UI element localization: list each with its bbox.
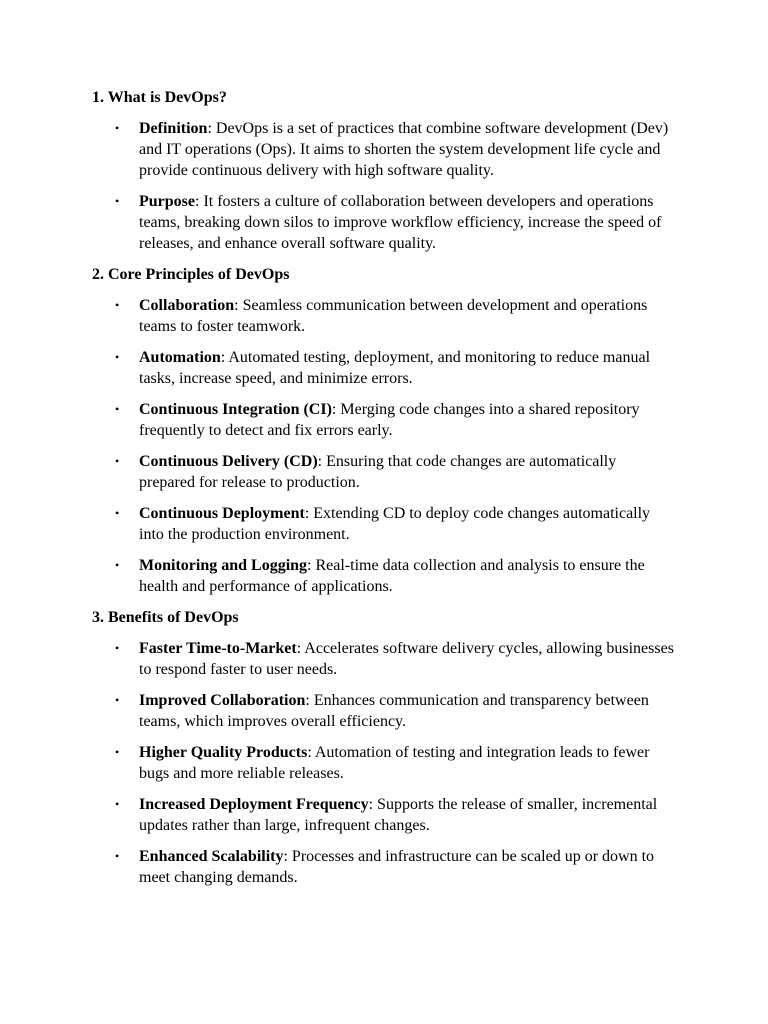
- item-text: : Ensuring that code changes are automatically prepared for release to production.: [139, 453, 617, 491]
- item-text: : It fosters a culture of collaboration between developers and operations teams, breaking down silos to improve workflow efficiency, increase the speed of releases, and enhance overall software quality.: [139, 193, 662, 252]
- item-text: : Supports the release of smaller, incremental updates rather than large, infrequent changes.: [139, 796, 658, 834]
- item-text: : Merging code changes into a shared repository frequently to detect and fix errors early.: [139, 401, 640, 439]
- item-text: : Seamless communication between development and operations teams to foster teamwork.: [139, 297, 648, 335]
- item-term: Improved Collaboration: [139, 692, 306, 709]
- section-heading: 3. Benefits of DevOps: [92, 609, 239, 626]
- bullet-icon: •: [115, 558, 120, 572]
- list-item: [92, 638, 676, 680]
- item-text: : Automation of testing and integration leads to fewer bugs and more reliable releases.: [139, 744, 650, 782]
- item-text: : Processes and infrastructure can be scaled up or down to meet changing demands.: [139, 848, 655, 886]
- bullet-icon: •: [115, 506, 120, 520]
- bullet-icon: •: [115, 641, 120, 655]
- bullet-icon: •: [115, 350, 120, 364]
- item-term: Definition: [139, 120, 208, 137]
- section-heading: 1. What is DevOps?: [92, 89, 227, 106]
- section-core-principles: [92, 264, 676, 597]
- item-term: Automation: [139, 349, 221, 366]
- item-term: Continuous Delivery (CD): [139, 453, 318, 470]
- item-term: Continuous Integration (CI): [139, 401, 332, 418]
- bullet-icon: •: [115, 194, 120, 208]
- bullet-list: [92, 638, 676, 888]
- list-item: [92, 690, 676, 732]
- list-item: [92, 555, 676, 597]
- bullet-icon: •: [115, 797, 120, 811]
- bullet-icon: •: [115, 298, 120, 312]
- item-term: Purpose: [139, 193, 195, 210]
- list-item: [92, 347, 676, 389]
- bullet-icon: •: [115, 121, 120, 135]
- item-term: Higher Quality Products: [139, 744, 308, 761]
- list-item: [92, 399, 676, 441]
- list-item: [92, 451, 676, 493]
- item-text: : Real-time data collection and analysis to ensure the health and performance of applications.: [139, 557, 645, 595]
- section-benefits: [92, 607, 676, 888]
- list-item: [92, 295, 676, 337]
- section-heading: 2. Core Principles of DevOps: [92, 266, 290, 283]
- list-item: [92, 846, 676, 888]
- item-term: Monitoring and Logging: [139, 557, 308, 574]
- item-text: : Automated testing, deployment, and monitoring to reduce manual tasks, increase speed, and minimize errors.: [139, 349, 651, 387]
- item-text: : DevOps is a set of practices that combine software development (Dev) and IT operations (Ops). It aims to shorten the system development life cycle and provide continuous delivery with high software quality.: [139, 120, 669, 179]
- item-term: Enhanced Scalability: [139, 848, 284, 865]
- list-item: [92, 118, 676, 181]
- item-text: : Extending CD to deploy code changes automatically into the production environment.: [139, 505, 651, 543]
- list-item: [92, 742, 676, 784]
- bullet-icon: •: [115, 454, 120, 468]
- bullet-list: [92, 118, 676, 254]
- bullet-icon: •: [115, 693, 120, 707]
- bullet-icon: •: [115, 402, 120, 416]
- item-text: : Enhances communication and transparency between teams, which improves overall efficiency.: [139, 692, 649, 730]
- item-term: Collaboration: [139, 297, 235, 314]
- bullet-icon: •: [115, 745, 120, 759]
- bullet-icon: •: [115, 849, 120, 863]
- item-term: Faster Time-to-Market: [139, 640, 297, 657]
- item-term: Continuous Deployment: [139, 505, 305, 522]
- item-term: Increased Deployment Frequency: [139, 796, 369, 813]
- list-item: [92, 191, 676, 254]
- bullet-list: [92, 295, 676, 597]
- item-text: : Accelerates software delivery cycles, allowing businesses to respond faster to user needs.: [139, 640, 674, 678]
- section-what-is-devops: [92, 87, 676, 254]
- list-item: [92, 794, 676, 836]
- list-item: [92, 503, 676, 545]
